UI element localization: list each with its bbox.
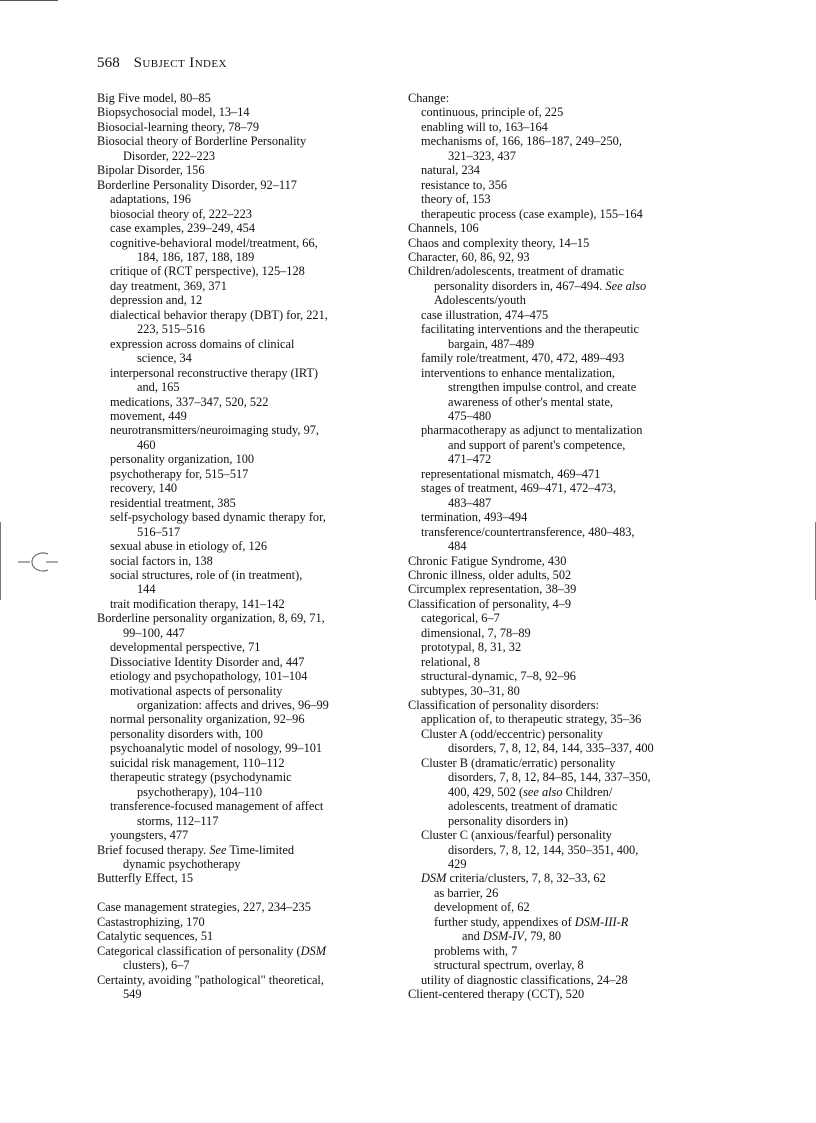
index-subentry: 516–517 <box>137 524 181 539</box>
index-subentry: problems with, 7 <box>434 943 518 958</box>
index-subentry: disorders, 7, 8, 12, 84–85, 144, 337–350, <box>448 770 651 785</box>
index-subentry: psychotherapy), 104–110 <box>137 784 263 799</box>
index-subentry: Disorder, 222–223 <box>123 148 216 163</box>
index-subentry: cognitive-behavioral model/treatment, 66, <box>110 235 318 250</box>
index-subentry: self-psychology based dynamic therapy for, <box>110 510 326 525</box>
index-subentry: recovery, 140 <box>110 481 178 496</box>
index-entry: Biosocial-learning theory, 78–79 <box>97 119 260 134</box>
index-subentry: therapeutic strategy (psychodynamic <box>110 770 292 785</box>
index-subentry: as barrier, 26 <box>434 885 499 900</box>
index-entry: Channels, 106 <box>408 221 479 236</box>
index-subentry: sexual abuse in etiology of, 126 <box>110 539 268 554</box>
index-subentry: theory of, 153 <box>421 192 491 207</box>
index-entry: Children/adolescents, treatment of dramatic <box>408 264 624 279</box>
crop-mark-left <box>0 522 1 600</box>
index-entry: Butterfly Effect, 15 <box>97 871 194 886</box>
index-subentry: biosocial theory of, 222–223 <box>110 206 252 221</box>
index-entry: Biopsychosocial model, 13–14 <box>97 105 250 120</box>
index-subentry: pharmacotherapy as adjunct to mentalization <box>421 423 643 438</box>
index-entry: Bipolar Disorder, 156 <box>97 163 205 178</box>
index-subentry: prototypal, 8, 31, 32 <box>421 640 522 655</box>
index-subentry: development of, 62 <box>434 900 530 915</box>
index-subentry: movement, 449 <box>110 408 187 423</box>
index-subentry: 484 <box>448 539 467 554</box>
index-subentry: application of, to therapeutic strategy, 35–36 <box>421 712 642 727</box>
index-subentry: critique of (RCT perspective), 125–128 <box>110 264 305 279</box>
index-subentry: resistance to, 356 <box>421 177 508 192</box>
index-subentry: organization: affects and drives, 96–99 <box>137 698 329 713</box>
index-subentry: neurotransmitters/neuroimaging study, 97, <box>110 423 320 438</box>
index-subentry: further study, appendixes of DSM-III-R <box>434 914 629 929</box>
index-entry: Borderline personality organization, 8, 69, 71, <box>97 611 325 626</box>
index-subentry: adolescents, treatment of dramatic <box>448 799 618 814</box>
index-subentry: therapeutic process (case example), 155–164 <box>421 206 643 221</box>
index-subentry: utility of diagnostic classifications, 24–28 <box>421 972 628 987</box>
index-column-right <box>408 91 708 1002</box>
index-entry: Chronic illness, older adults, 502 <box>408 567 572 582</box>
index-entry: Chronic Fatigue Syndrome, 430 <box>408 553 567 568</box>
index-subentry: 99–100, 447 <box>123 625 185 640</box>
index-subentry: structural spectrum, overlay, 8 <box>434 958 584 973</box>
index-subentry: continuous, principle of, 225 <box>421 105 564 120</box>
index-subentry: psychoanalytic model of nosology, 99–101 <box>110 741 323 756</box>
index-subentry: developmental perspective, 71 <box>110 640 261 655</box>
index-subentry: structural-dynamic, 7–8, 92–96 <box>421 669 576 684</box>
index-subentry: 460 <box>137 437 156 452</box>
index-column-left <box>97 91 392 1002</box>
index-subentry: stages of treatment, 469–471, 472–473, <box>421 481 617 496</box>
index-subentry: 483–487 <box>448 495 492 510</box>
index-entry: Chaos and complexity theory, 14–15 <box>408 235 590 250</box>
index-subentry: adaptations, 196 <box>110 192 191 207</box>
index-subentry: trait modification therapy, 141–142 <box>110 596 285 611</box>
index-subentry: facilitating interventions and the therapeutic <box>421 322 639 337</box>
index-entry: Change: <box>408 91 450 105</box>
index-subentry: disorders, 7, 8, 12, 84, 144, 335–337, 400 <box>448 741 654 756</box>
index-entry: Borderline Personality Disorder, 92–117 <box>97 177 297 192</box>
index-entry: Classification of personality disorders: <box>408 698 599 713</box>
index-subentry: interpersonal reconstructive therapy (IRT) <box>110 365 318 380</box>
index-subentry: natural, 234 <box>421 163 480 178</box>
index-subentry: 184, 186, 187, 188, 189 <box>137 249 255 264</box>
index-subentry: social factors in, 138 <box>110 553 213 568</box>
index-subentry: Cluster A (odd/eccentric) personality <box>421 726 604 741</box>
index-entry: Brief focused therapy. See Time-limited <box>97 842 295 857</box>
index-subentry: family role/treatment, 470, 472, 489–493 <box>421 351 625 366</box>
index-subentry: youngsters, 477 <box>110 828 189 843</box>
index-subentry: personality organization, 100 <box>110 452 255 467</box>
index-subentry: disorders, 7, 8, 12, 144, 350–351, 400, <box>448 842 639 857</box>
running-title: Subject Index <box>133 55 227 71</box>
index-subentry: representational mismatch, 469–471 <box>421 466 601 481</box>
registration-mark-icon <box>18 549 58 575</box>
index-entry: Big Five model, 80–85 <box>97 91 211 105</box>
index-subentry: residential treatment, 385 <box>110 495 236 510</box>
index-entry: Character, 60, 86, 92, 93 <box>408 249 530 264</box>
index-entry: Castastrophizing, 170 <box>97 914 205 929</box>
index-subentry: storms, 112–117 <box>137 813 219 828</box>
index-subentry: transference/countertransference, 480–483, <box>421 524 635 539</box>
index-subentry: relational, 8 <box>421 654 480 669</box>
index-subentry: Dissociative Identity Disorder and, 447 <box>110 654 305 669</box>
index-subentry: mechanisms of, 166, 186–187, 249–250, <box>421 134 622 149</box>
index-subentry: Adolescents/youth <box>434 293 526 308</box>
index-subentry: 144 <box>137 582 156 597</box>
index-subentry: 549 <box>123 987 142 1002</box>
index-subentry: interventions to enhance mentalization, <box>421 365 616 380</box>
index-entry: Circumplex representation, 38–39 <box>408 582 577 597</box>
index-subentry: 321–323, 437 <box>448 148 516 163</box>
index-subentry: dynamic psychotherapy <box>123 857 241 872</box>
index-subentry: 475–480 <box>448 408 492 423</box>
index-subentry: normal personality organization, 92–96 <box>110 712 305 727</box>
index-spacer <box>97 886 392 900</box>
index-subentry: Cluster B (dramatic/erratic) personality <box>421 755 616 770</box>
index-entry: Biosocial theory of Borderline Personality <box>97 134 307 149</box>
index-subentry: awareness of other's mental state, <box>448 394 614 409</box>
index-subentry: medications, 337–347, 520, 522 <box>110 394 269 409</box>
index-subentry: strengthen impulse control, and create <box>448 380 637 395</box>
index-subentry: Cluster C (anxious/fearful) personality <box>421 828 612 843</box>
index-subentry: 471–472 <box>448 452 492 467</box>
index-subentry: dialectical behavior therapy (DBT) for, 221, <box>110 307 328 322</box>
index-entry: Certainty, avoiding "pathological" theoretical, <box>97 972 324 987</box>
index-subentry: DSM criteria/clusters, 7, 8, 32–33, 62 <box>421 871 606 886</box>
index-subentry: motivational aspects of personality <box>110 683 283 698</box>
index-subentry: subtypes, 30–31, 80 <box>421 683 520 698</box>
index-subentry: depression and, 12 <box>110 293 203 308</box>
crop-mark-top <box>0 0 58 1</box>
index-subentry: 400, 429, 502 (see also Children/ <box>448 784 613 799</box>
index-subentry: 223, 515–516 <box>137 322 205 337</box>
index-subentry: and, 165 <box>137 380 180 395</box>
index-entry: Case management strategies, 227, 234–235 <box>97 900 311 915</box>
index-subentry: suicidal risk management, 110–112 <box>110 755 285 770</box>
index-subentry: etiology and psychopathology, 101–104 <box>110 669 308 684</box>
index-subentry: day treatment, 369, 371 <box>110 278 227 293</box>
running-header <box>97 55 227 72</box>
index-subentry: personality disorders in, 467–494. See also <box>434 278 647 293</box>
index-subentry: personality disorders in) <box>448 813 568 828</box>
index-subentry: expression across domains of clinical <box>110 336 295 351</box>
page-number: 568 <box>97 55 120 71</box>
index-subentry: 429 <box>448 857 467 872</box>
index-entry: Client-centered therapy (CCT), 520 <box>408 987 585 1002</box>
index-subentry: science, 34 <box>137 351 192 366</box>
index-subentry: bargain, 487–489 <box>448 336 535 351</box>
index-subentry: social structures, role of (in treatment), <box>110 567 303 582</box>
index-subentry: psychotherapy for, 515–517 <box>110 466 249 481</box>
index-subentry: personality disorders with, 100 <box>110 726 263 741</box>
index-entry: Catalytic sequences, 51 <box>97 929 214 944</box>
index-subentry: transference-focused management of affect <box>110 799 324 814</box>
index-subentry: case illustration, 474–475 <box>421 307 549 322</box>
index-subentry: clusters), 6–7 <box>123 958 190 973</box>
index-subentry: dimensional, 7, 78–89 <box>421 625 531 640</box>
index-subentry: and DSM-IV, 79, 80 <box>462 929 562 944</box>
index-subentry: and support of parent's competence, <box>448 437 626 452</box>
index-subentry: enabling will to, 163–164 <box>421 119 548 134</box>
index-entry: Classification of personality, 4–9 <box>408 596 572 611</box>
index-entry: Categorical classification of personality (DSM <box>97 943 326 958</box>
index-subentry: categorical, 6–7 <box>421 611 500 626</box>
index-subentry: case examples, 239–249, 454 <box>110 221 256 236</box>
index-subentry: termination, 493–494 <box>421 510 528 525</box>
